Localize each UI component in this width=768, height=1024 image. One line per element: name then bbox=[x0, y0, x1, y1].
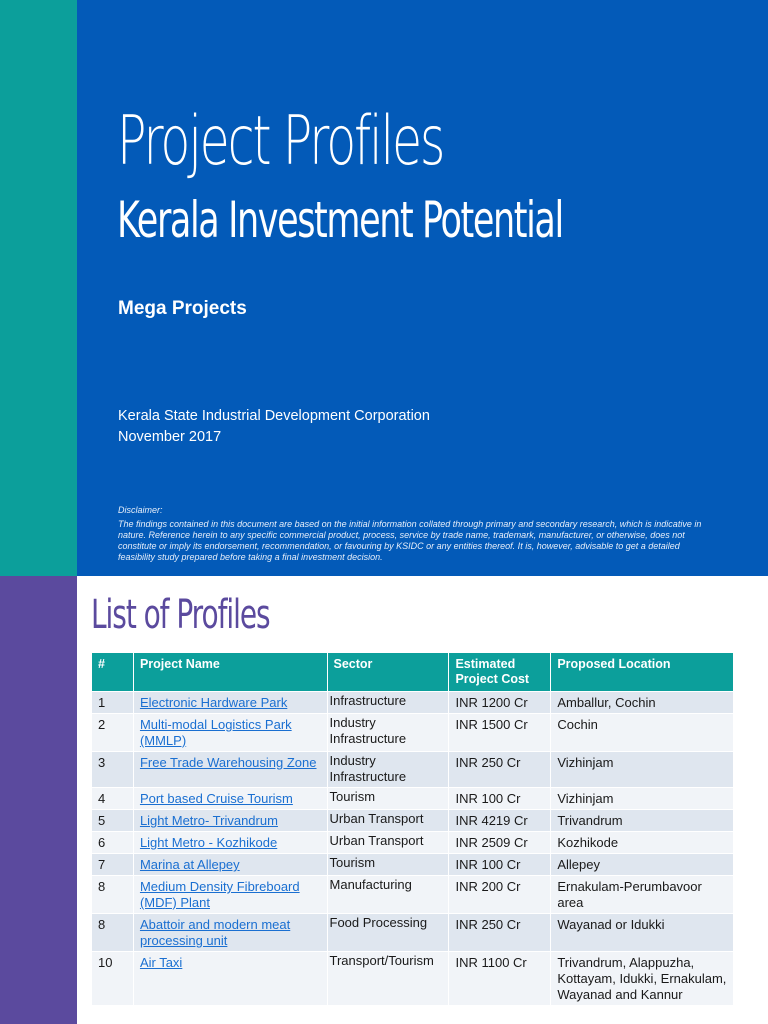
row-cost: INR 4219 Cr bbox=[449, 810, 551, 832]
row-location: Vizhinjam bbox=[551, 752, 734, 788]
project-link[interactable]: Abattoir and modern meat processing unit bbox=[139, 917, 291, 948]
project-link[interactable]: Marina at Allepey bbox=[139, 857, 240, 872]
row-sector: Urban Transport bbox=[327, 832, 449, 854]
row-num: 5 bbox=[92, 810, 134, 832]
row-location: Vizhinjam bbox=[551, 788, 734, 810]
project-link[interactable]: Medium Density Fibreboard (MDF) Plant bbox=[139, 879, 300, 910]
project-link[interactable]: Port based Cruise Tourism bbox=[139, 791, 293, 806]
header-project-name: Project Name bbox=[133, 653, 327, 692]
project-link[interactable]: Light Metro - Kozhikode bbox=[139, 835, 278, 850]
row-sector: Industry Infrastructure bbox=[327, 714, 449, 752]
table-row bbox=[92, 692, 734, 714]
row-cost: INR 1500 Cr bbox=[449, 714, 551, 752]
header-sector: Sector bbox=[327, 653, 449, 692]
row-cost: INR 200 Cr bbox=[449, 876, 551, 914]
row-cost: INR 250 Cr bbox=[449, 752, 551, 788]
table-row bbox=[92, 810, 734, 832]
page-subtitle: Kerala Investment Potential bbox=[117, 191, 563, 249]
row-sector: Urban Transport bbox=[327, 810, 449, 832]
purple-side-bar bbox=[0, 576, 77, 1024]
table-row bbox=[92, 832, 734, 854]
row-cost: INR 250 Cr bbox=[449, 914, 551, 952]
table-row bbox=[92, 914, 734, 952]
section-heading: Mega Projects bbox=[118, 298, 247, 319]
row-sector: Industry Infrastructure bbox=[327, 752, 449, 788]
row-cost: INR 2509 Cr bbox=[449, 832, 551, 854]
table-row bbox=[92, 714, 734, 752]
disclaimer-text: The findings contained in this document are based on the initial information collated through primary and secondary research, which is indicative in nature. Reference herein to any specific commercial product, process, service by trade name, trademark, manufacturer, or otherwise, does not constitute or imply its endorsement, recommendation, or favouring by KSIDC or any entities thereof. It is, however, advisable to get a detailed feasibility study prepared before taking a final investment decision. bbox=[118, 519, 702, 562]
header-location: Proposed Location bbox=[551, 653, 734, 692]
list-title: List of Profiles bbox=[91, 592, 270, 638]
project-link[interactable]: Free Trade Warehousing Zone bbox=[139, 755, 317, 770]
disclaimer bbox=[118, 505, 711, 566]
table-row bbox=[92, 788, 734, 810]
row-location: Wayanad or Idukki bbox=[551, 914, 734, 952]
table-row bbox=[92, 876, 734, 914]
row-num: 2 bbox=[92, 714, 134, 752]
row-num: 4 bbox=[92, 788, 134, 810]
row-cost: INR 1200 Cr bbox=[449, 692, 551, 714]
publication-date: November 2017 bbox=[118, 429, 222, 445]
table-row bbox=[92, 952, 734, 1006]
row-location: Amballur, Cochin bbox=[551, 692, 734, 714]
disclaimer-label: Disclaimer: bbox=[118, 505, 163, 515]
row-num: 1 bbox=[92, 692, 134, 714]
row-num: 6 bbox=[92, 832, 134, 854]
row-num: 3 bbox=[92, 752, 134, 788]
row-location: Trivandrum bbox=[551, 810, 734, 832]
header-cost: Estimated Project Cost bbox=[449, 653, 551, 692]
table-row bbox=[92, 854, 734, 876]
row-cost: INR 100 Cr bbox=[449, 788, 551, 810]
page-title: Project Profiles bbox=[117, 102, 444, 181]
profiles-table bbox=[91, 652, 734, 1006]
row-location: Allepey bbox=[551, 854, 734, 876]
table-row bbox=[92, 752, 734, 788]
row-location: Kozhikode bbox=[551, 832, 734, 854]
header-num: # bbox=[92, 653, 134, 692]
row-location: Cochin bbox=[551, 714, 734, 752]
row-sector: Tourism bbox=[327, 788, 449, 810]
row-cost: INR 100 Cr bbox=[449, 854, 551, 876]
organization-block bbox=[118, 406, 430, 448]
row-num: 8 bbox=[92, 876, 134, 914]
project-link[interactable]: Electronic Hardware Park bbox=[139, 695, 288, 710]
row-num: 8 bbox=[92, 914, 134, 952]
row-cost: INR 1100 Cr bbox=[449, 952, 551, 1006]
teal-side-bar bbox=[0, 0, 77, 576]
cover-panel bbox=[77, 0, 768, 576]
row-sector: Tourism bbox=[327, 854, 449, 876]
row-location: Trivandrum, Alappuzha, Kottayam, Idukki, Ernakulam, Wayanad and Kannur bbox=[551, 952, 734, 1006]
project-link[interactable]: Multi-modal Logistics Park (MMLP) bbox=[139, 717, 292, 748]
row-sector: Food Processing bbox=[327, 914, 449, 952]
row-sector: Transport/Tourism bbox=[327, 952, 449, 1006]
row-num: 7 bbox=[92, 854, 134, 876]
project-link[interactable]: Air Taxi bbox=[139, 955, 183, 970]
row-num: 10 bbox=[92, 952, 134, 1006]
project-link[interactable]: Light Metro- Trivandrum bbox=[139, 813, 278, 828]
table-header-row bbox=[92, 653, 734, 692]
row-sector: Manufacturing bbox=[327, 876, 449, 914]
row-sector: Infrastructure bbox=[327, 692, 449, 714]
organization-name: Kerala State Industrial Development Corporation bbox=[118, 408, 430, 424]
row-location: Ernakulam-Perumbavoor area bbox=[551, 876, 734, 914]
